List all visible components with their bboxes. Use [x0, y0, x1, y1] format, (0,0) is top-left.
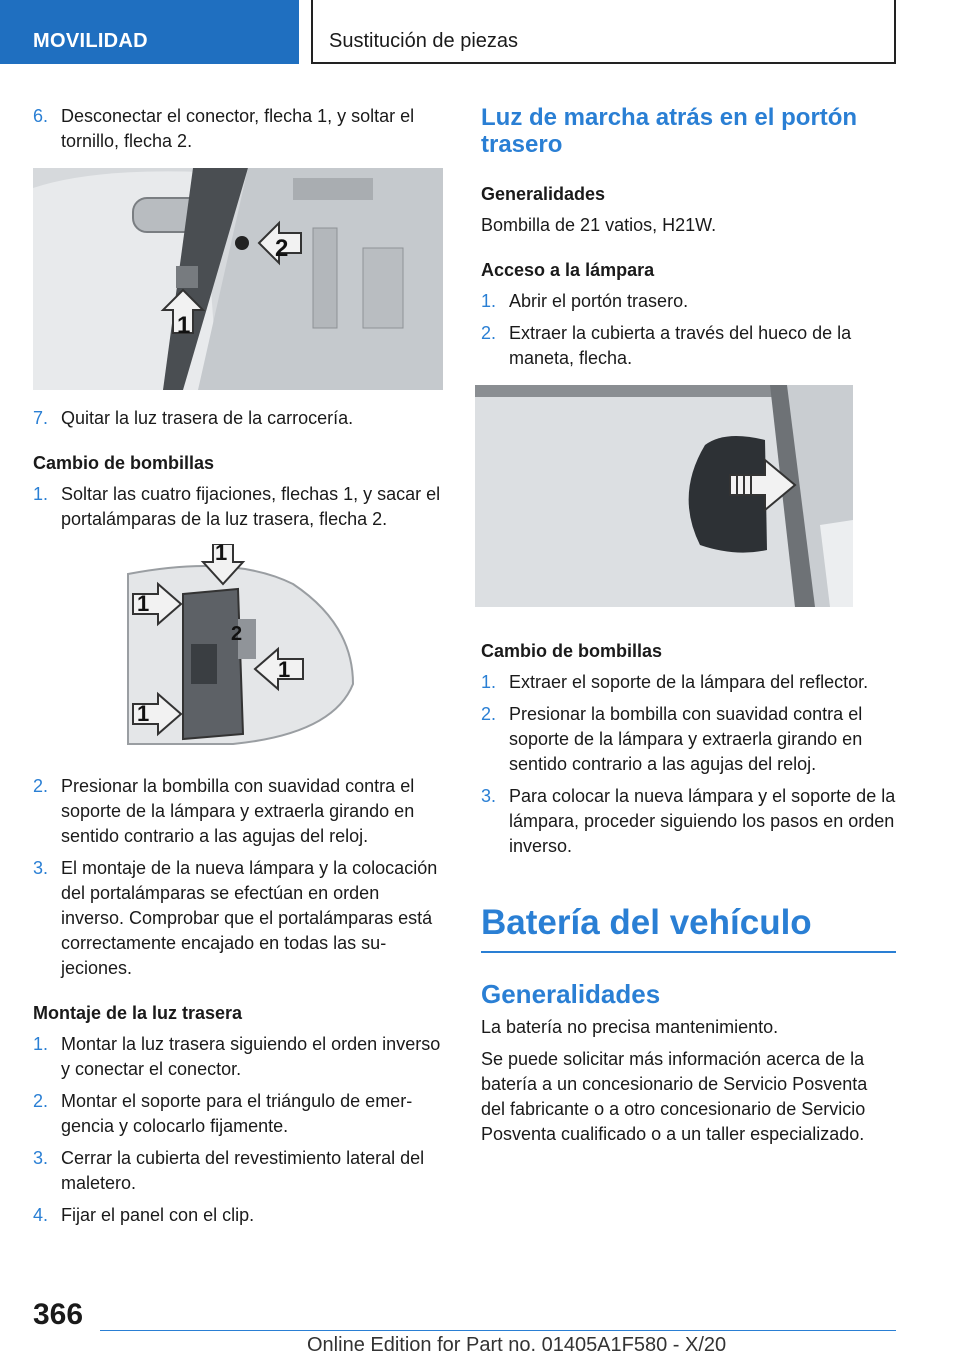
list-item: 2. Montar el soporte para el triángulo de emergencia y colocarlo fijamente. [33, 1091, 413, 1136]
arrow-label-1d: 1 [137, 701, 150, 726]
footer-edition: Online Edition for Part no. 01405A1F580 - X/20 [307, 1334, 727, 1356]
list-item: 1. Soltar las cuatro fijaciones, flechas 1, y sacar el portalámparas de la luz trasera, flecha 2. [33, 484, 441, 529]
battery-paragraph-2: Se puede solicitar más información acerca de la batería a un concesionario de Servicio Posventa del fabricante o a otro concesionario de Servicio Posventa cualificado o a un taller especializado. [481, 1049, 868, 1144]
arrow-label-1c: 1 [278, 657, 291, 682]
change-heading: Cambio de bombillas [481, 641, 663, 661]
list-item: 1. Montar la luz trasera siguiendo el orden inverso y conectar el conector. [33, 1034, 441, 1079]
arrow-label-2: 2 [231, 623, 243, 645]
bulb-spec: Bombilla de 21 vatios, H21W. [481, 215, 717, 235]
list-item: 3. Cerrar la cubierta del revestimiento lateral del maletero. [33, 1148, 425, 1193]
mount-heading: Montaje de la luz trasera [33, 1003, 243, 1023]
list-item: 2. Presionar la bombilla con suavidad contra el soporte de la lámpara y extraerla girando en sentido contrario a las agujas del reloj. [33, 776, 415, 846]
right-column [481, 104, 896, 1154]
reverse-light-heading: Luz de marcha atrás en el portón trasero [481, 104, 858, 158]
arrow-label-2: 2 [275, 235, 289, 262]
section-tab[interactable]: MOVILIDAD [0, 0, 299, 64]
arrow-label-1a: 1 [215, 544, 228, 565]
footer-rule [100, 1330, 896, 1331]
figure-tailgate-cover [475, 385, 853, 607]
list-item: 3. El montaje de la nueva lámpara y la colocación del portalámparas se efectúan en orden inverso. Comprobar que el portalámparas está correctamente encajado en todas las sujeciones. [33, 858, 438, 978]
list-item: 1. Extraer el soporte de la lámpara del reflector. [481, 672, 869, 692]
list-item: 7. Quitar la luz trasera de la carrocería. [33, 408, 354, 428]
list-item: 2. Extraer la cubierta a través del hueco de la maneta, flecha. [481, 323, 852, 368]
list-item: 2. Presionar la bombilla con suavidad contra el soporte de la lámpara y extraerla girando en sentido contrario a las agujas del reloj. [481, 704, 863, 774]
battery-title: Batería del vehículo [481, 903, 896, 953]
figure-connector-screw [33, 168, 443, 390]
arrow-label-1: 1 [177, 312, 191, 339]
battery-paragraph-1: La batería no precisa mantenimiento. [481, 1017, 779, 1037]
figure-lamp-holder [33, 544, 443, 762]
list-item: 6. Desconectar el conector, flecha 1, y soltar el tornillo, flecha 2. [33, 106, 415, 151]
arrow-label-1b: 1 [137, 591, 150, 616]
general-heading: Generalidades [481, 184, 606, 204]
battery-general-heading: Generalidades [481, 979, 661, 1009]
list-item: 1. Abrir el portón trasero. [481, 291, 689, 311]
left-column [33, 104, 445, 1235]
list-item: 4. Fijar el panel con el clip. [33, 1205, 255, 1225]
chapter-title: Sustitución de piezas [311, 0, 896, 64]
page-number: 366 [33, 1298, 84, 1331]
access-heading: Acceso a la lámpara [481, 260, 655, 280]
list-item: 3. Para colocar la nueva lámpara y el soporte de la lámpara, proceder siguiendo los pasos en orden inverso. [481, 786, 896, 856]
bulbs-heading: Cambio de bombillas [33, 453, 215, 473]
